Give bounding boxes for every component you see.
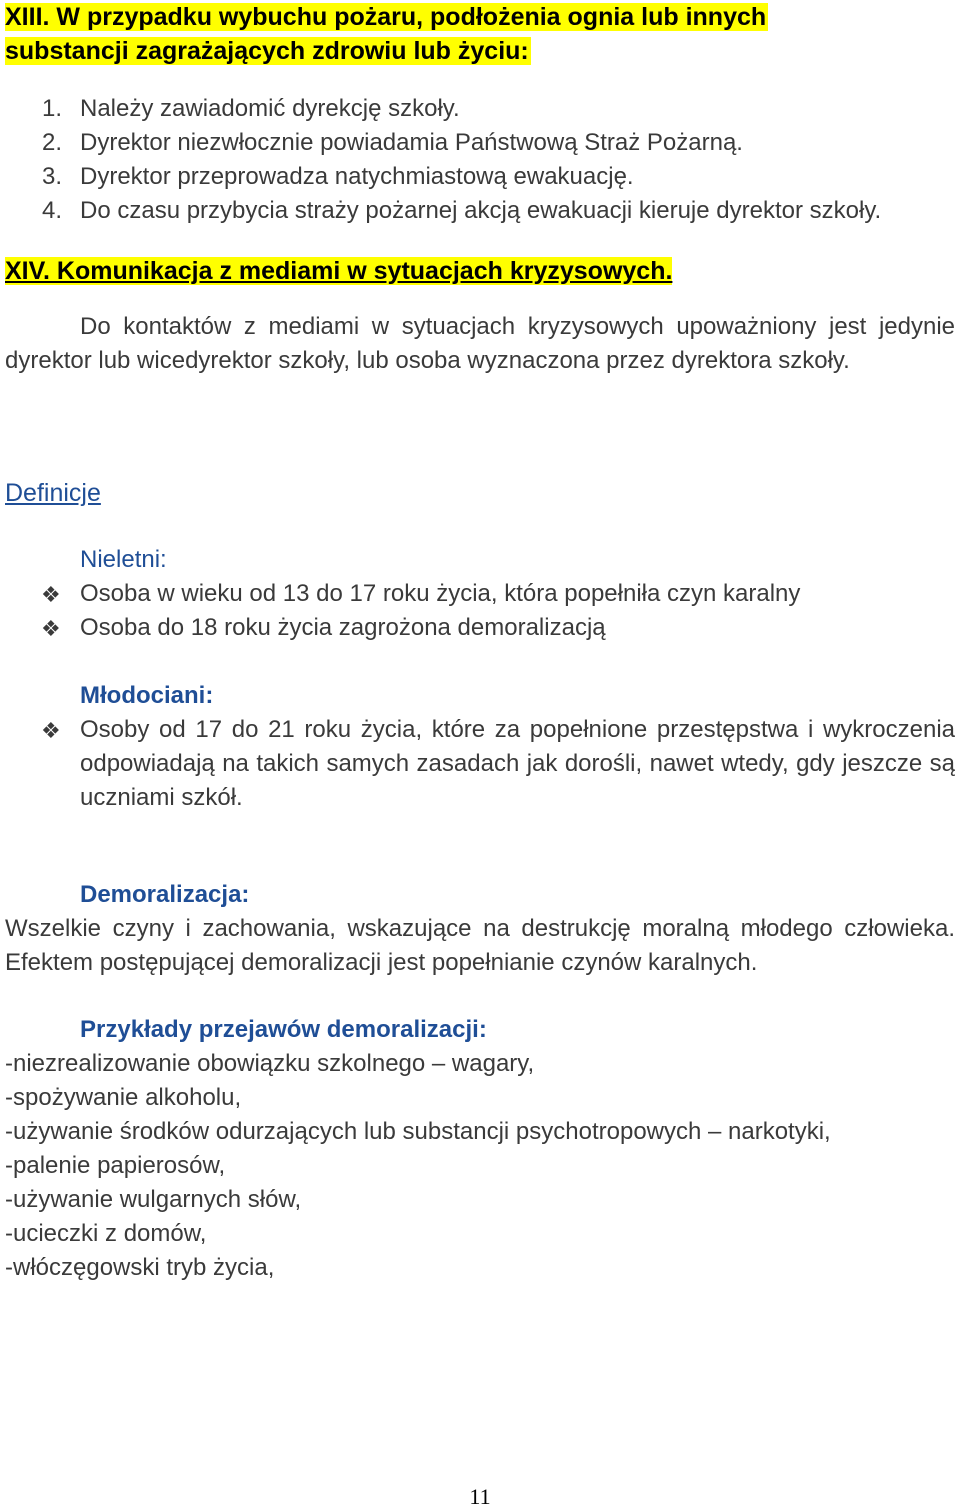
list-item: -palenie papierosów, (5, 1152, 226, 1179)
page-number: 11 (469, 1484, 491, 1509)
diamond-bullet-icon: ❖ (41, 718, 61, 743)
list-item: 3. Dyrektor przeprowadza natychmiastową ewakuację. (42, 163, 634, 190)
definitions-heading: Definicje (5, 479, 101, 507)
list-item: ❖ Osoby od 17 do 21 roku życia, które za popełnione przestępstwa i wykroczenia odpowiadają na takich samych zasadach jak dorośli, nawet wtedy, gdy jeszcze są uczniami szkół. (41, 716, 955, 811)
list-item: 4. Do czasu przybycia straży pożarnej akcją ewakuacji kieruje dyrektor szkoły. (42, 197, 882, 224)
list-item: -niezrealizowanie obowiązku szkolnego – wagary, (5, 1050, 535, 1077)
evacuation-steps (5, 92, 955, 228)
juveniles-heading: Nieletni: (80, 546, 167, 573)
young-adults-heading: Młodociani: (80, 682, 214, 709)
media-contact-paragraph: Do kontaktów z mediami w sytuacjach kryzysowych upoważniony jest jedynie dyrektor lub wicedyrektor szkoły, lub osoba wyznaczona przez dyrektora szkoły. (5, 313, 955, 374)
list-item: -używanie wulgarnych słów, (5, 1186, 302, 1213)
examples-heading: Przykłady przejawów demoralizacji: (80, 1016, 487, 1043)
young-adults-list (5, 713, 955, 815)
document-page (5, 0, 955, 1285)
section-13-title (5, 0, 955, 68)
section-13-title-line1: XIII. W przypadku wybuchu pożaru, podłożenia ognia lub innych (5, 3, 767, 31)
juveniles-list (5, 577, 955, 645)
section-13-title-line2: substancji zagrażających zdrowiu lub życiu: (5, 37, 529, 65)
list-item: ❖ Osoba do 18 roku życia zagrożona demoralizacją (5, 611, 955, 645)
list-item: -spożywanie alkoholu, (5, 1084, 242, 1111)
demoralization-text: Wszelkie czyny i zachowania, wskazujące na destrukcję moralną młodego człowieka. Efektem postępującej demoralizacji jest popełnianie czynów karalnych. (5, 915, 955, 976)
list-item: -włóczęgowski tryb życia, (5, 1254, 275, 1281)
list-item: -używanie środków odurzających lub substancji psychotropowych – narkotyki, (5, 1118, 831, 1145)
list-item: 1. Należy zawiadomić dyrekcję szkoły. (42, 95, 460, 122)
list-item: -ucieczki z domów, (5, 1220, 207, 1247)
list-item: ❖ Osoba w wieku od 13 do 17 roku życia, która popełniła czyn karalny (5, 577, 955, 611)
diamond-bullet-icon: ❖ (41, 616, 61, 641)
list-item: 2. Dyrektor niezwłocznie powiadamia Państwową Straż Pożarną. (42, 129, 743, 156)
diamond-bullet-icon: ❖ (41, 582, 61, 607)
examples-list (5, 1047, 955, 1285)
demoralization-heading: Demoralizacja: (80, 881, 250, 908)
section-14-title: XIV. Komunikacja z mediami w sytuacjach kryzysowych. (5, 257, 673, 285)
